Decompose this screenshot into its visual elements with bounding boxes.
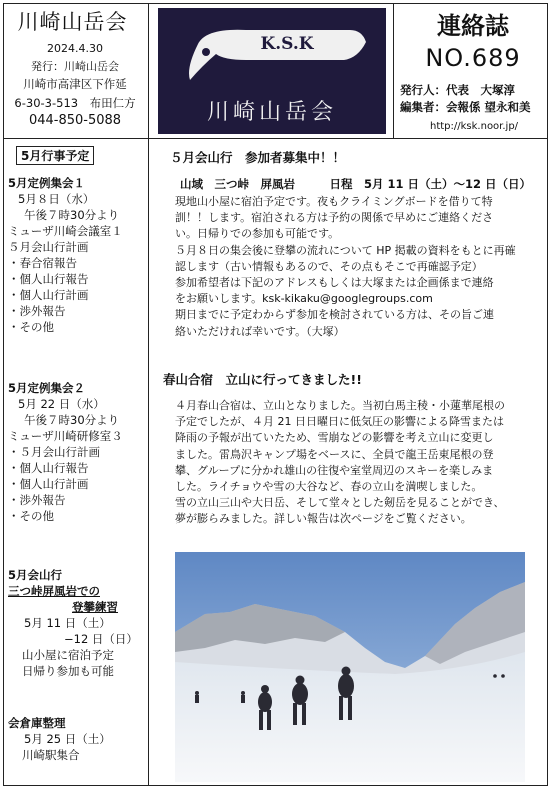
meeting1-item: ・その他 — [8, 320, 54, 334]
article2-title: 春山合宿 立山に行ってきました!! — [163, 372, 362, 387]
article2-line: 降雨の予報が出ていたため、雪崩などの影響を考え立山に変更し — [175, 431, 494, 445]
article1-line: 絡いただければ幸いです。（大塚） — [175, 324, 345, 338]
article2-line: した。ライチョウや雪の大谷など、春の立山を満喫しました。 — [175, 480, 483, 494]
meeting1-item: ・個人山行計画 — [8, 288, 89, 302]
meeting1-place: ミューザ川崎会議室１ — [8, 224, 123, 238]
left-column-divider — [148, 3, 149, 786]
article1-line: 参加希望者は下記のアドレスもしくは大塚または企画係まで連絡 — [175, 276, 494, 290]
meeting2-place: ミューザ川崎研修室３ — [8, 429, 123, 443]
club-name: 川崎山岳会 — [17, 10, 128, 34]
header-right-divider — [393, 3, 394, 138]
tateyama-climbers-photo — [175, 552, 525, 782]
storage-block — [8, 715, 111, 763]
address-line-1: 川崎市高津区下作延 — [23, 77, 127, 91]
article2-line: ４月春山合宿は、立山となりました。当初白馬主稜・小蓮華尾根の — [175, 399, 505, 412]
meeting2-item: ・個人山行報告 — [8, 461, 89, 475]
meeting2-date: 5月 22 日（水） — [18, 397, 105, 411]
meeting1-item: ５月会山行計画 — [8, 240, 89, 254]
phone-number: 044-850-5088 — [28, 113, 122, 128]
article1-line: 現地山小屋に宿泊予定です。夜もクライミングボードを借りて特 — [175, 195, 493, 208]
issuer: 発行人：代表 大塚淳 — [400, 83, 515, 97]
article1-line: ５月８日の集会後に登攀の流れについて HP 掲載の資料をもとに再確 — [175, 243, 516, 257]
meeting2-item: ・その他 — [8, 509, 54, 523]
logo-club-name: 川崎山岳会 — [206, 100, 337, 125]
article2-line: 夢が膨らみました。詳しい報告は次ページをご覧ください。 — [175, 512, 472, 526]
meeting2-item: ・個人山行計画 — [8, 477, 89, 491]
storage-date: 5月 25 日（土） — [24, 732, 111, 746]
meeting1-title: 5月定例集会１ — [8, 176, 86, 190]
publisher: 発行：川崎山岳会 — [31, 60, 119, 73]
meeting2-title: 5月定例集会２ — [8, 381, 86, 395]
article1-line: をお願いします。ksk-kikaku@googlegroups.com — [175, 292, 433, 306]
trip-date-end: −12 日（日） — [64, 632, 138, 646]
article2-line: 予定でしたが、４月 21 日日曜日に低気圧の影響による降雪または — [175, 415, 504, 429]
logo-initials: K.S.K — [260, 34, 314, 54]
meeting2-block — [8, 380, 123, 524]
article2-line: ました。雷鳥沢キャンプ場をベースに、全員で龍王岳東尾根の登 — [175, 447, 494, 461]
article1-line: 認します（古い情報もあるので、その点もそこで再確認予定） — [175, 259, 483, 273]
article2-line: 攀、グループに分かれ雄山の往復や室堂周辺のスキーを楽しみま — [175, 463, 494, 477]
trip-date-start: 5月 11 日（土） — [24, 616, 111, 630]
issue-number: NO.689 — [425, 44, 521, 72]
issue-date: 2024.4.30 — [47, 42, 103, 55]
editor: 編集者：会報係 望永和美 — [400, 100, 531, 114]
article1-line: 訓！！します。宿泊される方は予約の関係で早めにご連絡くださ — [175, 211, 494, 225]
meeting1-time: 午後７時30分より — [24, 208, 120, 222]
meeting2-item: ・５月会山行計画 — [8, 445, 100, 459]
article1-info: 山域 三つ峠 屏風岩 日程 5月 11 日（土）〜12 日（日） — [180, 177, 532, 191]
article2-body — [175, 398, 537, 528]
trip-title: 5月会山行 — [8, 568, 63, 582]
meeting1-item: ・渉外報告 — [8, 304, 66, 318]
schedule-heading: 5月行事予定 — [16, 146, 94, 165]
meeting2-item: ・渉外報告 — [8, 493, 66, 507]
storage-title: 会倉庫整理 — [8, 716, 66, 730]
club-logo — [158, 8, 386, 134]
website-url[interactable]: http://ksk.noor.jp/ — [430, 121, 519, 132]
article1-body — [175, 194, 537, 340]
trip-subtitle-2: 登攀練習 — [72, 600, 118, 614]
header-divider — [3, 138, 548, 139]
meeting1-item: ・春合宿報告 — [8, 256, 77, 270]
article1-title: ５月会山行 参加者募集中！！ — [170, 150, 346, 165]
newsletter-title: 連絡誌 — [437, 12, 509, 40]
trip-lodging: 山小屋に宿泊予定 — [22, 648, 114, 662]
meeting1-item: ・個人山行報告 — [8, 272, 89, 286]
trip-day-option: 日帰り参加も可能 — [22, 664, 114, 678]
article1-line: い。日帰りでの参加も可能です。 — [175, 227, 340, 241]
trip-block — [8, 567, 138, 679]
meeting2-time: 午後７時30分より — [24, 413, 120, 427]
article1-line: 期日までに予定わからず参加を検討されている方は、その旨ご連 — [175, 308, 494, 322]
meeting1-block — [8, 175, 123, 335]
article2-line: 雪の立山三山や大日岳、そして堂々とした剱岳を見ることができ、 — [175, 496, 505, 510]
trip-subtitle: 三つ峠屏風岩での — [8, 584, 100, 598]
meeting1-date: 5月８日（水） — [18, 192, 95, 206]
address-line-2: 6-30-3-513 布田仁方 — [14, 96, 136, 110]
storage-place: 川崎駅集合 — [22, 748, 80, 762]
